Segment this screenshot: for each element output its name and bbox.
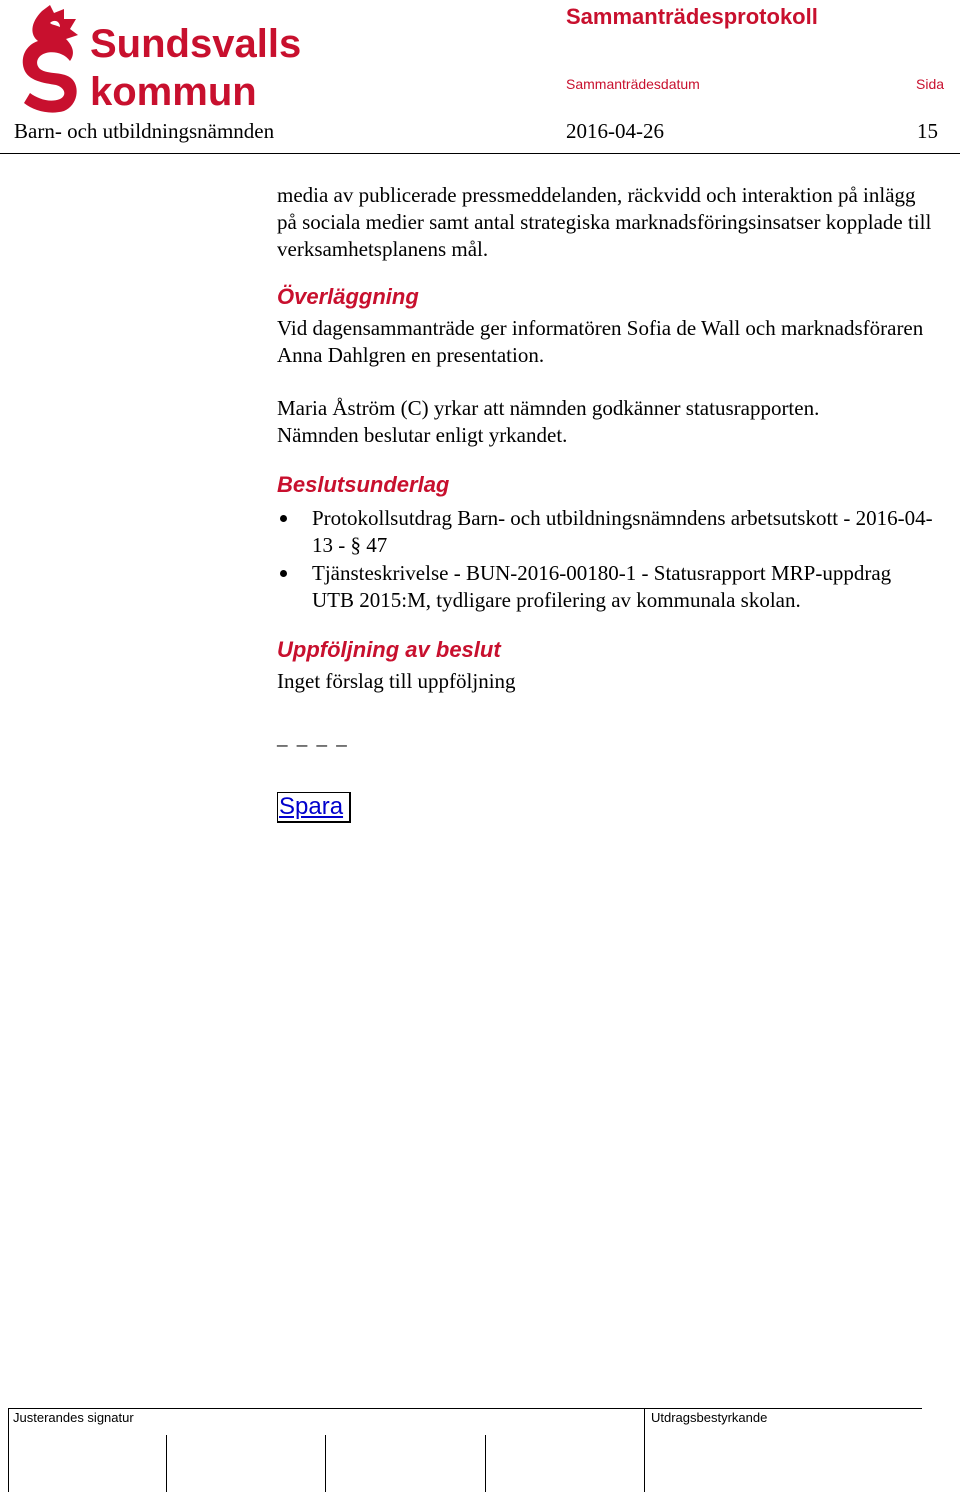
logo-text-line1: Sundsvalls: [90, 22, 302, 66]
document-title: Sammanträdesprotokoll: [566, 4, 818, 29]
signature-box-divider: [166, 1435, 167, 1492]
basis-list: [277, 505, 937, 614]
bullet-icon: [280, 515, 287, 522]
page-number: 15: [917, 119, 938, 143]
signature-box-divider: [644, 1408, 645, 1492]
meeting-date-value: 2016-04-26: [566, 119, 664, 143]
header-divider: [0, 153, 960, 154]
section-separator: _ _ _ _: [277, 725, 349, 749]
signature-box-divider: [8, 1408, 9, 1492]
basis-item-text: Protokollsutdrag Barn- och utbildningsnämndens arbetsutskott - 2016-04-13 - § 47: [312, 506, 933, 557]
board-name: Barn- och utbildningsnämnden: [14, 119, 275, 143]
save-button[interactable]: Spara: [277, 792, 351, 823]
certification-label: Utdragsbestyrkande: [651, 1410, 768, 1425]
sundsvalls-kommun-logo: [20, 5, 310, 117]
protocol-body: [277, 182, 937, 823]
followup-heading: Uppföljning av beslut: [277, 637, 501, 662]
followup-text: Inget förslag till uppföljning: [277, 669, 516, 693]
logo-text-line2: kommun: [90, 70, 257, 114]
list-item: [277, 560, 937, 614]
deliberation-heading: Överläggning: [277, 284, 419, 309]
meeting-date-label: Sammanträdesdatum: [566, 76, 700, 92]
signature-box-divider: [485, 1435, 486, 1492]
page-label: Sida: [916, 76, 945, 92]
motion-line-1: Maria Åström (C) yrkar att nämnden godkänner statusrapporten.: [277, 396, 820, 420]
dragon-emblem-icon: [23, 5, 78, 113]
footer-divider: [8, 1408, 922, 1409]
intro-paragraph: media av publicerade pressmeddelanden, räckvidd och interaktion på inlägg på sociala medier samt antal strategiska marknadsföringsinsatser kopplade till verksamhetsplanens mål.: [277, 183, 932, 261]
basis-item-text: Tjänsteskrivelse - BUN-2016-00180-1 - Statusrapport MRP-uppdrag UTB 2015:M, tydligare profilering av kommunala skolan.: [312, 561, 892, 612]
signature-label: Justerandes signatur: [13, 1410, 134, 1425]
deliberation-text: Vid dagensammanträde ger informatören Sofia de Wall och marknadsföraren Anna Dahlgren en presentation.: [277, 316, 924, 367]
list-item: [277, 505, 937, 559]
basis-heading: Beslutsunderlag: [277, 472, 450, 497]
motion-line-2: Nämnden beslutar enligt yrkandet.: [277, 423, 568, 447]
bullet-icon: [280, 570, 287, 577]
signature-box-divider: [325, 1435, 326, 1492]
